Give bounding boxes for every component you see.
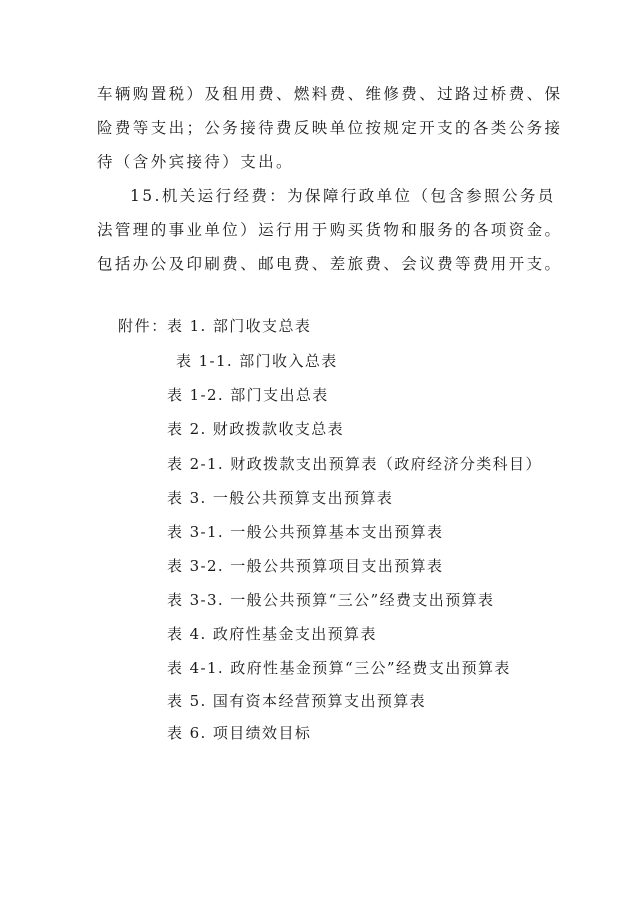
attachment-item: 表 6. 项目绩效目标 bbox=[167, 724, 312, 742]
attachment-item: 表 1-1. 部门收入总表 bbox=[176, 352, 338, 370]
paragraph-line: 15.机关运行经费：为保障行政单位（包含参照公务员 bbox=[130, 187, 556, 205]
paragraph-line: 车辆购置税）及租用费、燃料费、维修费、过路过桥费、保 bbox=[97, 85, 563, 103]
attachment-item: 表 2-1. 财政拨款支出预算表（政府经济分类科目） bbox=[167, 455, 542, 473]
attachment-item: 表 3-3. 一般公共预算“三公”经费支出预算表 bbox=[167, 591, 495, 609]
attachment-item: 表 1-2. 部门支出总表 bbox=[167, 386, 329, 404]
attachment-item: 表 3. 一般公共预算支出预算表 bbox=[167, 489, 394, 507]
attachment-item: 表 4-1. 政府性基金预算“三公”经费支出预算表 bbox=[167, 659, 511, 677]
attachment-item: 表 2. 财政拨款收支总表 bbox=[167, 420, 345, 438]
attachment-item: 表 5. 国有资本经营预算支出预算表 bbox=[167, 692, 427, 710]
paragraph-operating-expenses bbox=[97, 179, 563, 281]
paragraph-line: 法管理的事业单位）运行用于购买货物和服务的各项资金。 bbox=[97, 221, 563, 239]
paragraph-line: 待（含外宾接待）支出。 bbox=[97, 153, 294, 171]
paragraph-vehicle-reception-expenses bbox=[97, 77, 563, 179]
paragraph-line: 包括办公及印刷费、邮电费、差旅费、会议费等费用开支。 bbox=[97, 255, 563, 273]
attachment-item: 表 3-2. 一般公共预算项目支出预算表 bbox=[167, 557, 444, 575]
attachment-item: 表 1. 部门收支总表 bbox=[167, 317, 312, 335]
attachments-label: 附件： bbox=[118, 317, 168, 335]
attachment-item: 表 4. 政府性基金支出预算表 bbox=[167, 625, 377, 643]
attachment-item: 表 3-1. 一般公共预算基本支出预算表 bbox=[167, 523, 444, 541]
paragraph-line: 险费等支出；公务接待费反映单位按规定开支的各类公务接 bbox=[97, 119, 563, 137]
